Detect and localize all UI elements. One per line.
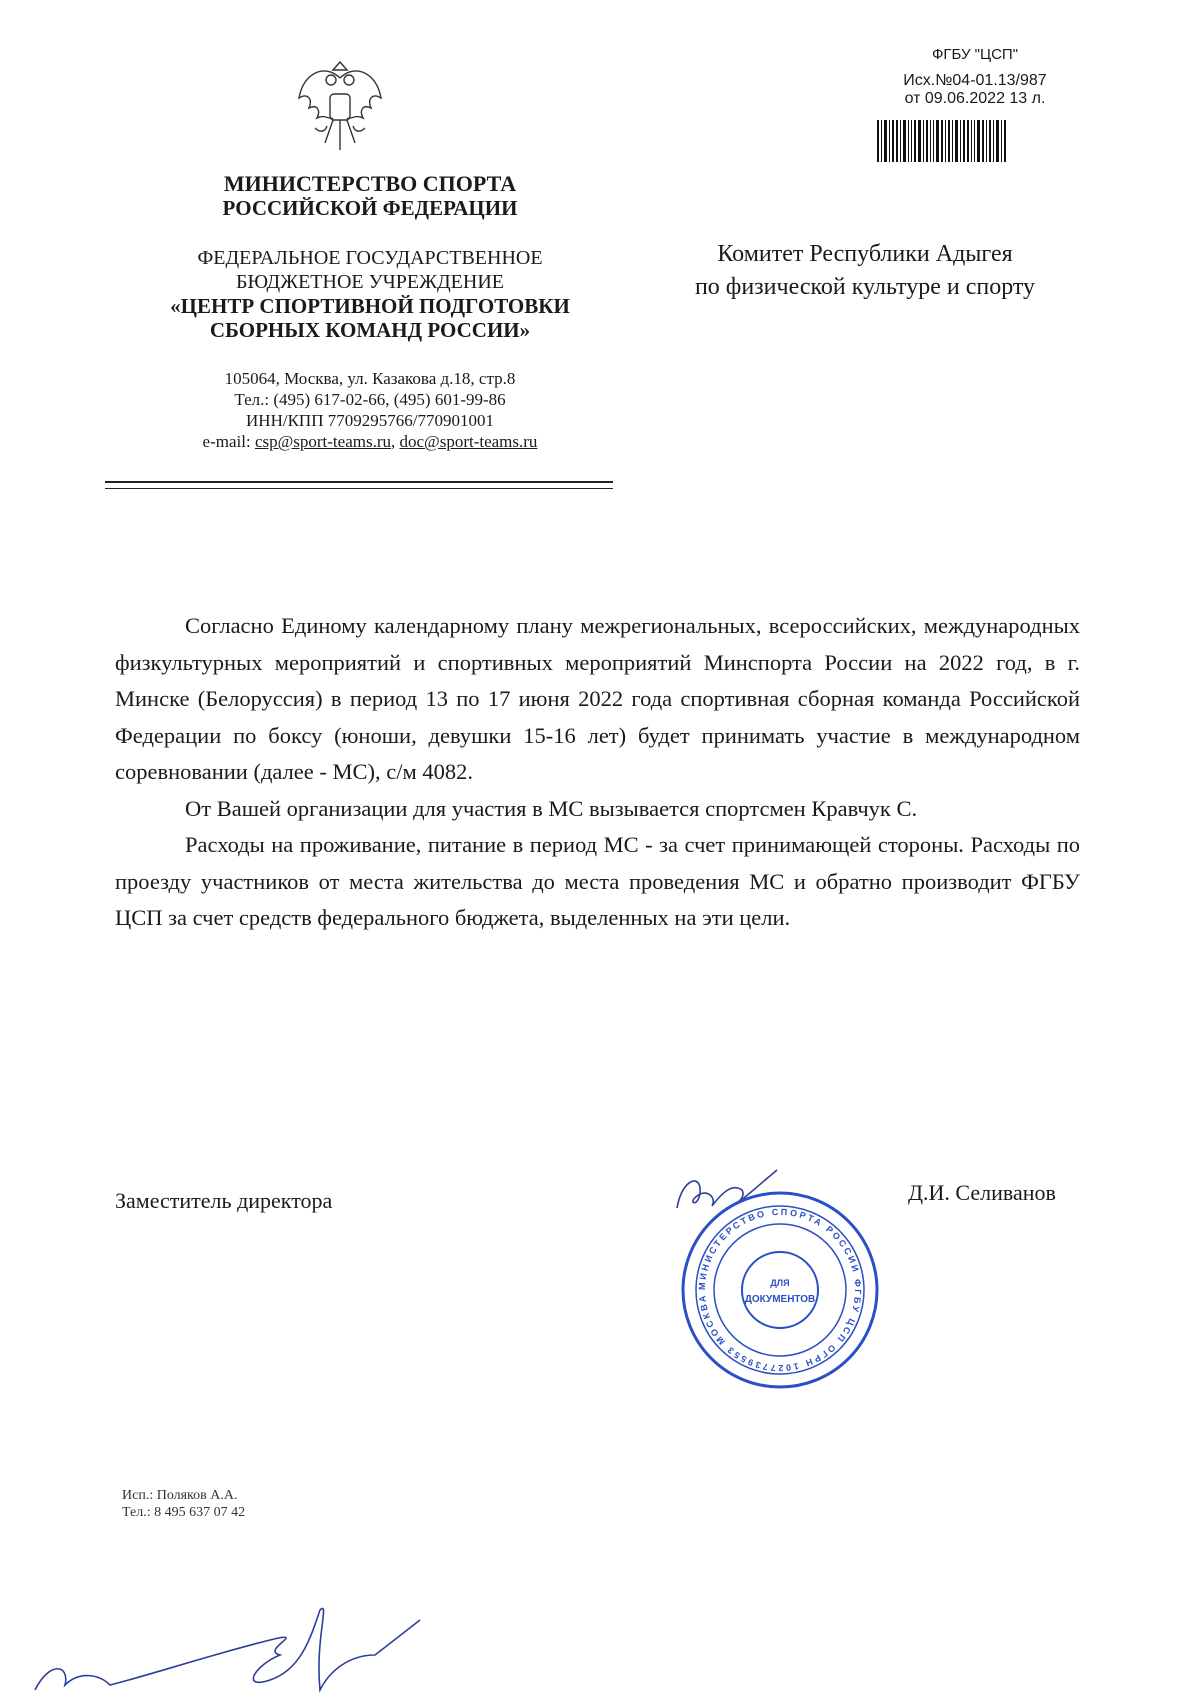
header-divider — [105, 481, 613, 483]
barcode-bar — [941, 120, 943, 162]
barcode-bar — [982, 120, 984, 162]
barcode-bar — [986, 120, 987, 162]
registration-label — [860, 46, 1090, 108]
ministry-line: МИНИСТЕРСТВО СПОРТА — [223, 171, 517, 196]
svg-text:ДОКУМЕНТОВ: ДОКУМЕНТОВ — [744, 1294, 816, 1305]
barcode-bar — [903, 120, 906, 162]
organization-stamp — [680, 1190, 880, 1395]
svg-text:ДЛЯ: ДЛЯ — [770, 1278, 790, 1288]
barcode — [877, 120, 1047, 162]
barcode-bar — [960, 120, 961, 162]
email-line: e-mail: csp@sport-teams.ru, doc@sport-teams.ru — [202, 432, 538, 451]
barcode-bar — [881, 120, 882, 162]
barcode-bar — [930, 120, 931, 162]
email-link-csp[interactable]: csp@sport-teams.ru — [254, 432, 391, 451]
barcode-bar — [908, 120, 909, 162]
registration-date: от 09.06.2022 13 л. — [904, 90, 1046, 107]
org-line: «ЦЕНТР СПОРТИВНОЙ ПОДГОТОВКИ — [170, 294, 570, 318]
org-line: ФЕДЕРАЛЬНОЕ ГОСУДАРСТВЕННОЕ — [197, 247, 543, 269]
email-label: e-mail: — [202, 432, 251, 451]
org-line: БЮДЖЕТНОЕ УЧРЕЖДЕНИЕ — [235, 271, 505, 293]
barcode-bar — [993, 120, 994, 162]
organization-name — [90, 246, 650, 342]
barcode-bar — [1001, 120, 1002, 162]
barcode-bar — [923, 120, 924, 162]
barcode-bar — [989, 120, 991, 162]
approval-signature — [30, 1600, 430, 1702]
barcode-bar — [974, 120, 975, 162]
barcode-bar — [948, 120, 950, 162]
coat-of-arms-emblem — [295, 58, 385, 163]
barcode-bar — [914, 120, 916, 162]
addressee — [650, 238, 1080, 304]
barcode-bar — [911, 120, 912, 162]
executor-phone: Тел.: 8 495 637 07 42 — [122, 1505, 246, 1520]
registration-org: ФГБУ "ЦСП" — [931, 46, 1019, 63]
barcode-bar — [884, 120, 887, 162]
barcode-bar — [892, 120, 894, 162]
body-paragraph: От Вашей организации для участия в МС вызывается спортсмен Кравчук С. — [185, 795, 918, 821]
inn-kpp: ИНН/КПП 7709295766/770901001 — [246, 411, 494, 430]
registration-number: Исх.№04-01.13/987 — [903, 72, 1047, 89]
barcode-bar — [918, 120, 921, 162]
barcode-bar — [955, 120, 958, 162]
letter-body — [115, 608, 1080, 937]
signatory-position: Заместитель директора — [115, 1188, 333, 1213]
barcode-bar — [977, 120, 980, 162]
body-paragraph: Согласно Единому календарному плану межрегиональных, всероссийских, международных физкультурных мероприятий и спортивных мероприятий Минспорта России на 2022 год, в г. Минске (Белоруссия) в период 13 по 17 июня 2022 года спортивная сборная команда Российской Федерации по боксу (юноши, девушки 15-16 лет) будет принимать участие в международном соревновании (далее - МС), с/м 4082. — [115, 613, 1080, 784]
header-divider — [105, 488, 613, 489]
ministry-line: РОССИЙСКОЙ ФЕДЕРАЦИИ — [222, 196, 518, 220]
executor-info — [122, 1487, 245, 1521]
org-line: СБОРНЫХ КОМАНД РОССИИ» — [209, 318, 531, 342]
email-link-doc[interactable]: doc@sport-teams.ru — [399, 432, 538, 451]
executor-name: Исп.: Поляков А.А. — [122, 1488, 238, 1503]
barcode-bar — [936, 120, 939, 162]
barcode-bar — [900, 120, 901, 162]
barcode-bar — [963, 120, 965, 162]
body-paragraph: Расходы на проживание, питание в период МС - за счет принимающей стороны. Расходы по проезду участников от места жительства до места проведения МС и обратно производит ФГБУ ЦСП за счет средств федерального бюджета, выделенных на эти цели. — [115, 832, 1080, 930]
ministry-title — [90, 172, 650, 220]
address: 105064, Москва, ул. Казакова д.18, стр.8 — [224, 369, 516, 388]
barcode-bar — [967, 120, 969, 162]
barcode-bar — [926, 120, 928, 162]
addressee-line: Комитет Республики Адыгея — [717, 241, 1013, 267]
addressee-line: по физической культуре и спорту — [694, 274, 1036, 300]
barcode-bar — [971, 120, 972, 162]
barcode-bar — [996, 120, 999, 162]
organization-contacts — [90, 368, 650, 452]
barcode-bar — [889, 120, 890, 162]
barcode-bar — [945, 120, 946, 162]
barcode-bar — [896, 120, 898, 162]
svg-text:МИНИСТЕРСТВО СПОРТА РОССИИ ФГБ: МИНИСТЕРСТВО СПОРТА РОССИИ ФГБУ ЦСП ОГРН 1027739553 МОСКВА — [696, 1206, 864, 1374]
signatory-name: Д.И. Селиванов — [908, 1180, 1056, 1205]
barcode-bar — [1004, 120, 1006, 162]
barcode-bar — [933, 120, 934, 162]
barcode-bar — [877, 120, 879, 162]
barcode-bar — [952, 120, 953, 162]
phone: Тел.: (495) 617-02-66, (495) 601-99-86 — [234, 390, 506, 409]
